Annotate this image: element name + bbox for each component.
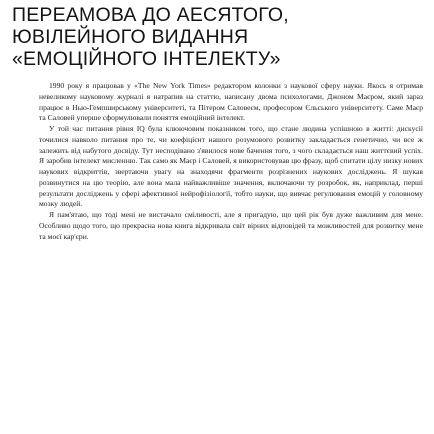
body-text — [39, 81, 423, 431]
paragraph: Я пам'ятаю, що тоді мені не вистачало сміливості, але я пригадую, що цей рік був дуже важливим для мене. Особливо щодо того, що прекрасна нова книга відкривала світ вірних відповідей та можливостей для розвитку мене та моєї кар'єри. — [39, 210, 423, 241]
heading-line-3: «ЕМОЦІЙНОГО ІНТЕЛЕКТУ» — [12, 48, 281, 70]
heading-line-2: ЮВІЛЕЙНОГО ВИДАННЯ — [12, 26, 249, 48]
paragraph: 1990 року я працював у «The New York Times» редактором колонки з наукової сферу науки. Якось я отримав невеликому науковому журналі я натрапив на статтю, написану двома психологами, Джоном Маєром, який зараз працює в Нью-Гемпширському університеті, та Пітером Саловеєм, професором Єльського університету. Саме Маєр та Саловей уперше сформулювали поняття емоційний інтелект. — [39, 81, 423, 123]
heading-line-1: ПЕРЕАМОВА ДО АЕСЯТОГО, — [12, 4, 289, 26]
chapter-heading — [12, 4, 426, 70]
paragraph: У той час питання рівня IQ була клюючовим показником того, що стане людина успішною в житті: дискусії точилися навколо питання про те, чи коефіцієнт нашого розумового розвитку закладається генетично, чи все ж залежить від набутого досвіду. Тут несподівано з'явилося нове бачення того, з чого складається наш життєвий успіх. Я заробив інтелект мисленню. Так само як Маєр і Саловей, я використовував цю фразу, щоб спитати цілу низку нових наукових відкриттів, звертаючи увагу на знаходячи фрагменти розрізнених наукових досліджень. Я шукав розвинутися на цю теорію, але вона мала найважливіше значення, включаючи ту розробок, як, наприклад, перші результати досліджень у сфері афективної нейрофізіології, тобто науки, що вивчає регулювання емоцій у головному мозку людей. — [39, 124, 423, 209]
